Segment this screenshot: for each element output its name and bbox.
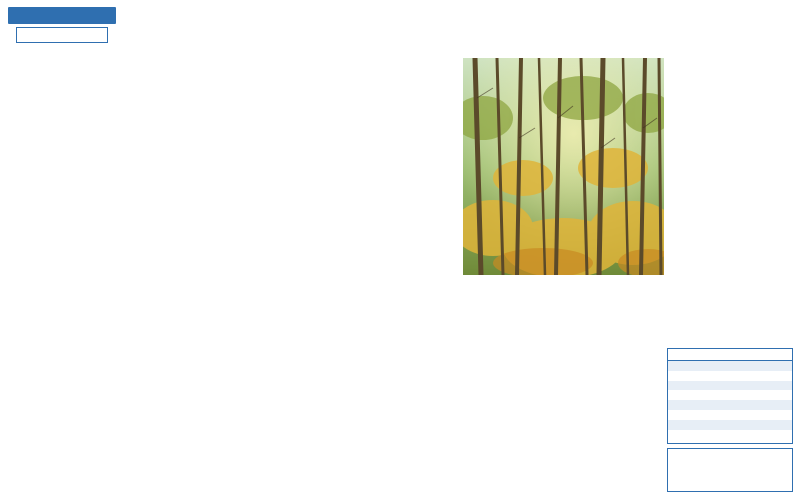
column-line xyxy=(344,235,460,245)
column-line xyxy=(236,307,340,317)
series-tag xyxy=(8,7,116,24)
column-line xyxy=(667,25,793,35)
column-line xyxy=(6,172,124,182)
column-line xyxy=(463,320,563,330)
column-line xyxy=(667,222,793,232)
column-line xyxy=(667,326,793,336)
column-line xyxy=(344,422,460,432)
column-line xyxy=(667,274,793,284)
column-line xyxy=(463,351,563,361)
column-line xyxy=(667,35,793,45)
table-cell xyxy=(761,420,792,430)
column-line xyxy=(344,380,460,390)
column-line xyxy=(566,382,664,392)
column-line xyxy=(236,370,340,380)
table-cell xyxy=(761,361,792,371)
column-line xyxy=(236,442,340,452)
answer-key-table xyxy=(667,348,793,444)
column-line xyxy=(344,131,460,141)
column-line xyxy=(236,79,340,89)
column-line xyxy=(667,77,793,87)
table-cell xyxy=(730,371,761,381)
table-cell xyxy=(668,400,699,410)
column-line xyxy=(6,89,124,99)
table-cell xyxy=(730,420,761,430)
column-line xyxy=(344,162,460,172)
column-line xyxy=(463,309,563,319)
table-row xyxy=(668,420,792,430)
column-line xyxy=(236,141,340,151)
table-cell xyxy=(699,371,730,381)
column-line xyxy=(6,235,124,245)
column-line xyxy=(6,318,124,328)
column-line xyxy=(667,46,793,56)
column-line xyxy=(463,288,563,298)
column-line xyxy=(344,484,460,494)
column-line xyxy=(128,89,232,99)
column-line xyxy=(6,203,124,213)
column-line xyxy=(6,307,124,317)
column-line xyxy=(344,141,460,151)
column-line xyxy=(236,484,340,494)
column-line xyxy=(128,391,232,401)
column-line xyxy=(6,224,124,234)
column-line xyxy=(236,224,340,234)
column-line xyxy=(6,370,124,380)
column-line xyxy=(6,141,124,151)
column-line xyxy=(6,453,124,463)
column-line xyxy=(128,214,232,224)
table-cell xyxy=(668,371,699,381)
column-line xyxy=(236,245,340,255)
column-line xyxy=(6,328,124,338)
column-line xyxy=(566,320,664,330)
column-line xyxy=(236,276,340,286)
column-line xyxy=(128,110,232,120)
column-line xyxy=(6,422,124,432)
column-line xyxy=(566,288,664,298)
column-line xyxy=(667,66,793,76)
column-line xyxy=(344,339,460,349)
column-line xyxy=(6,401,124,411)
column-line xyxy=(667,4,793,14)
table-cell xyxy=(668,361,699,371)
column-line xyxy=(463,340,563,350)
table-cell xyxy=(761,400,792,410)
column-line xyxy=(128,100,232,110)
column-line xyxy=(236,391,340,401)
column-line xyxy=(236,287,340,297)
column-line xyxy=(667,139,793,149)
column-line xyxy=(344,120,460,130)
column-line xyxy=(566,403,664,413)
column-line xyxy=(667,56,793,66)
column-line xyxy=(6,276,124,286)
table-cell xyxy=(730,361,761,371)
column-line xyxy=(667,295,793,305)
table-cell xyxy=(761,390,792,400)
column-line xyxy=(236,58,340,68)
text-column-5 xyxy=(463,278,563,494)
column-line xyxy=(236,422,340,432)
column-line xyxy=(463,330,563,340)
column-line xyxy=(128,339,232,349)
column-line xyxy=(236,453,340,463)
column-line xyxy=(236,68,340,78)
column-line xyxy=(6,349,124,359)
column-line xyxy=(236,411,340,421)
answer-key-title xyxy=(668,349,792,361)
column-line xyxy=(6,120,124,130)
column-line xyxy=(667,191,793,201)
column-line xyxy=(566,361,664,371)
column-line xyxy=(6,131,124,141)
column-line xyxy=(344,370,460,380)
column-line xyxy=(6,411,124,421)
text-column-3 xyxy=(236,58,340,494)
column-line xyxy=(236,297,340,307)
table-row xyxy=(668,410,792,420)
column-line xyxy=(667,305,793,315)
table-cell xyxy=(761,410,792,420)
table-row xyxy=(668,430,792,440)
column-line xyxy=(6,152,124,162)
column-line xyxy=(566,330,664,340)
table-cell xyxy=(699,361,730,371)
column-line xyxy=(6,380,124,390)
column-line xyxy=(566,423,664,433)
table-cell xyxy=(761,371,792,381)
column-line xyxy=(128,474,232,484)
forest-photo xyxy=(463,58,664,275)
column-line xyxy=(463,403,563,413)
column-line xyxy=(236,131,340,141)
column-line xyxy=(128,255,232,265)
column-line xyxy=(344,79,460,89)
text-column-2 xyxy=(128,58,232,494)
column-line xyxy=(344,203,460,213)
column-line xyxy=(236,162,340,172)
column-line xyxy=(566,351,664,361)
column-line xyxy=(344,110,460,120)
table-cell xyxy=(668,420,699,430)
column-line xyxy=(463,444,563,454)
column-line xyxy=(566,299,664,309)
column-line xyxy=(128,297,232,307)
table-cell xyxy=(668,410,699,420)
column-line xyxy=(6,484,124,494)
column-line xyxy=(344,411,460,421)
column-line xyxy=(566,434,664,444)
credit-affiliation xyxy=(668,475,792,488)
table-cell xyxy=(730,410,761,420)
column-line xyxy=(128,58,232,68)
table-cell xyxy=(730,400,761,410)
table-row xyxy=(668,381,792,391)
column-line xyxy=(6,287,124,297)
column-line xyxy=(236,120,340,130)
column-line xyxy=(6,255,124,265)
table-row xyxy=(668,361,792,371)
text-column-7 xyxy=(667,4,793,344)
column-line xyxy=(128,172,232,182)
column-line xyxy=(236,214,340,224)
column-line xyxy=(128,287,232,297)
column-line xyxy=(566,413,664,423)
column-line xyxy=(463,465,563,475)
author-credit xyxy=(667,448,793,492)
column-line xyxy=(128,152,232,162)
column-line xyxy=(344,432,460,442)
column-line xyxy=(6,359,124,369)
column-line xyxy=(6,463,124,473)
column-line xyxy=(128,442,232,452)
column-line xyxy=(344,58,460,68)
column-line xyxy=(236,183,340,193)
column-line xyxy=(566,309,664,319)
column-line xyxy=(344,152,460,162)
column-line xyxy=(236,432,340,442)
column-line xyxy=(128,380,232,390)
column-line xyxy=(128,328,232,338)
column-line xyxy=(6,58,124,68)
column-line xyxy=(6,442,124,452)
table-cell xyxy=(668,430,699,440)
column-line xyxy=(236,463,340,473)
column-line xyxy=(667,316,793,326)
column-line xyxy=(236,193,340,203)
column-line xyxy=(566,465,664,475)
column-line xyxy=(566,444,664,454)
column-line xyxy=(344,100,460,110)
column-line xyxy=(344,391,460,401)
column-line xyxy=(128,68,232,78)
column-line xyxy=(6,432,124,442)
column-line xyxy=(344,401,460,411)
column-line xyxy=(566,278,664,288)
column-line xyxy=(667,160,793,170)
column-line xyxy=(6,162,124,172)
column-line xyxy=(6,391,124,401)
table-cell xyxy=(761,430,792,440)
column-line xyxy=(344,318,460,328)
table-cell xyxy=(699,430,730,440)
column-line xyxy=(128,422,232,432)
table-cell xyxy=(730,430,761,440)
column-line xyxy=(128,432,232,442)
column-line xyxy=(128,120,232,130)
column-line xyxy=(344,442,460,452)
column-line xyxy=(6,214,124,224)
table-cell xyxy=(730,381,761,391)
column-line xyxy=(236,203,340,213)
table-cell xyxy=(761,381,792,391)
column-line xyxy=(667,108,793,118)
column-line xyxy=(667,14,793,24)
column-line xyxy=(344,287,460,297)
column-line xyxy=(667,98,793,108)
column-line xyxy=(344,453,460,463)
column-line xyxy=(344,255,460,265)
column-line xyxy=(344,172,460,182)
column-line xyxy=(236,318,340,328)
column-line xyxy=(667,201,793,211)
column-line xyxy=(236,152,340,162)
column-line xyxy=(128,162,232,172)
column-line xyxy=(667,233,793,243)
column-line xyxy=(6,339,124,349)
column-line xyxy=(236,266,340,276)
column-line xyxy=(128,141,232,151)
column-line xyxy=(128,245,232,255)
column-line xyxy=(463,372,563,382)
column-line xyxy=(566,392,664,402)
column-line xyxy=(667,285,793,295)
column-line xyxy=(463,413,563,423)
column-line xyxy=(667,264,793,274)
credit-name xyxy=(668,462,792,475)
column-line xyxy=(236,359,340,369)
column-line xyxy=(6,474,124,484)
forest-photo-illustration xyxy=(463,58,664,275)
table-cell xyxy=(730,390,761,400)
column-line xyxy=(128,359,232,369)
column-line xyxy=(236,474,340,484)
column-line xyxy=(344,89,460,99)
column-line xyxy=(463,423,563,433)
column-line xyxy=(463,475,563,485)
topic-tag xyxy=(16,27,108,43)
column-line xyxy=(128,235,232,245)
table-cell xyxy=(668,381,699,391)
column-line xyxy=(236,172,340,182)
column-line xyxy=(128,318,232,328)
text-column-6 xyxy=(566,278,664,494)
column-line xyxy=(236,100,340,110)
column-line xyxy=(463,361,563,371)
column-line xyxy=(6,245,124,255)
table-row xyxy=(668,371,792,381)
column-line xyxy=(667,170,793,180)
column-line xyxy=(128,484,232,494)
column-line xyxy=(236,255,340,265)
column-line xyxy=(667,243,793,253)
column-line xyxy=(128,266,232,276)
text-column-4 xyxy=(344,58,460,494)
column-line xyxy=(667,87,793,97)
column-line xyxy=(236,110,340,120)
column-line xyxy=(344,359,460,369)
credit-heading xyxy=(668,449,792,462)
table-cell xyxy=(668,390,699,400)
column-line xyxy=(128,203,232,213)
column-line xyxy=(463,299,563,309)
column-line xyxy=(128,349,232,359)
page-headline xyxy=(126,4,658,56)
column-line xyxy=(6,79,124,89)
column-line xyxy=(667,118,793,128)
column-line xyxy=(566,455,664,465)
column-line xyxy=(128,276,232,286)
column-line xyxy=(344,276,460,286)
column-line xyxy=(128,453,232,463)
column-line xyxy=(128,463,232,473)
column-line xyxy=(236,339,340,349)
column-line xyxy=(128,79,232,89)
column-line xyxy=(344,328,460,338)
column-line xyxy=(6,68,124,78)
column-line xyxy=(128,370,232,380)
column-line xyxy=(6,266,124,276)
column-line xyxy=(344,463,460,473)
column-line xyxy=(344,349,460,359)
column-line xyxy=(128,224,232,234)
column-line xyxy=(463,455,563,465)
table-cell xyxy=(699,400,730,410)
column-line xyxy=(344,297,460,307)
column-line xyxy=(344,68,460,78)
column-line xyxy=(667,129,793,139)
column-line xyxy=(236,401,340,411)
column-line xyxy=(667,253,793,263)
column-line xyxy=(236,89,340,99)
table-row xyxy=(668,390,792,400)
column-line xyxy=(6,193,124,203)
column-line xyxy=(344,307,460,317)
table-cell xyxy=(699,410,730,420)
column-line xyxy=(667,149,793,159)
column-line xyxy=(128,183,232,193)
column-line xyxy=(128,411,232,421)
column-line xyxy=(236,328,340,338)
column-line xyxy=(128,193,232,203)
text-column-1 xyxy=(6,58,124,494)
column-line xyxy=(463,434,563,444)
column-line xyxy=(344,266,460,276)
column-line xyxy=(6,183,124,193)
column-line xyxy=(344,183,460,193)
column-line xyxy=(236,235,340,245)
column-line xyxy=(344,245,460,255)
table-row xyxy=(668,400,792,410)
column-line xyxy=(236,380,340,390)
column-line xyxy=(566,475,664,485)
column-line xyxy=(667,212,793,222)
column-line xyxy=(463,382,563,392)
column-line xyxy=(463,392,563,402)
column-line xyxy=(6,110,124,120)
answer-key-grid xyxy=(668,361,792,439)
column-line xyxy=(566,372,664,382)
column-line xyxy=(6,297,124,307)
column-line xyxy=(667,181,793,191)
column-line xyxy=(128,307,232,317)
column-line xyxy=(344,224,460,234)
column-line xyxy=(128,131,232,141)
table-cell xyxy=(699,420,730,430)
column-line xyxy=(344,474,460,484)
table-cell xyxy=(699,381,730,391)
column-line xyxy=(463,278,563,288)
column-line xyxy=(566,340,664,350)
column-line xyxy=(236,349,340,359)
column-line xyxy=(344,214,460,224)
table-cell xyxy=(699,390,730,400)
column-line xyxy=(128,401,232,411)
column-line xyxy=(344,193,460,203)
column-line xyxy=(6,100,124,110)
